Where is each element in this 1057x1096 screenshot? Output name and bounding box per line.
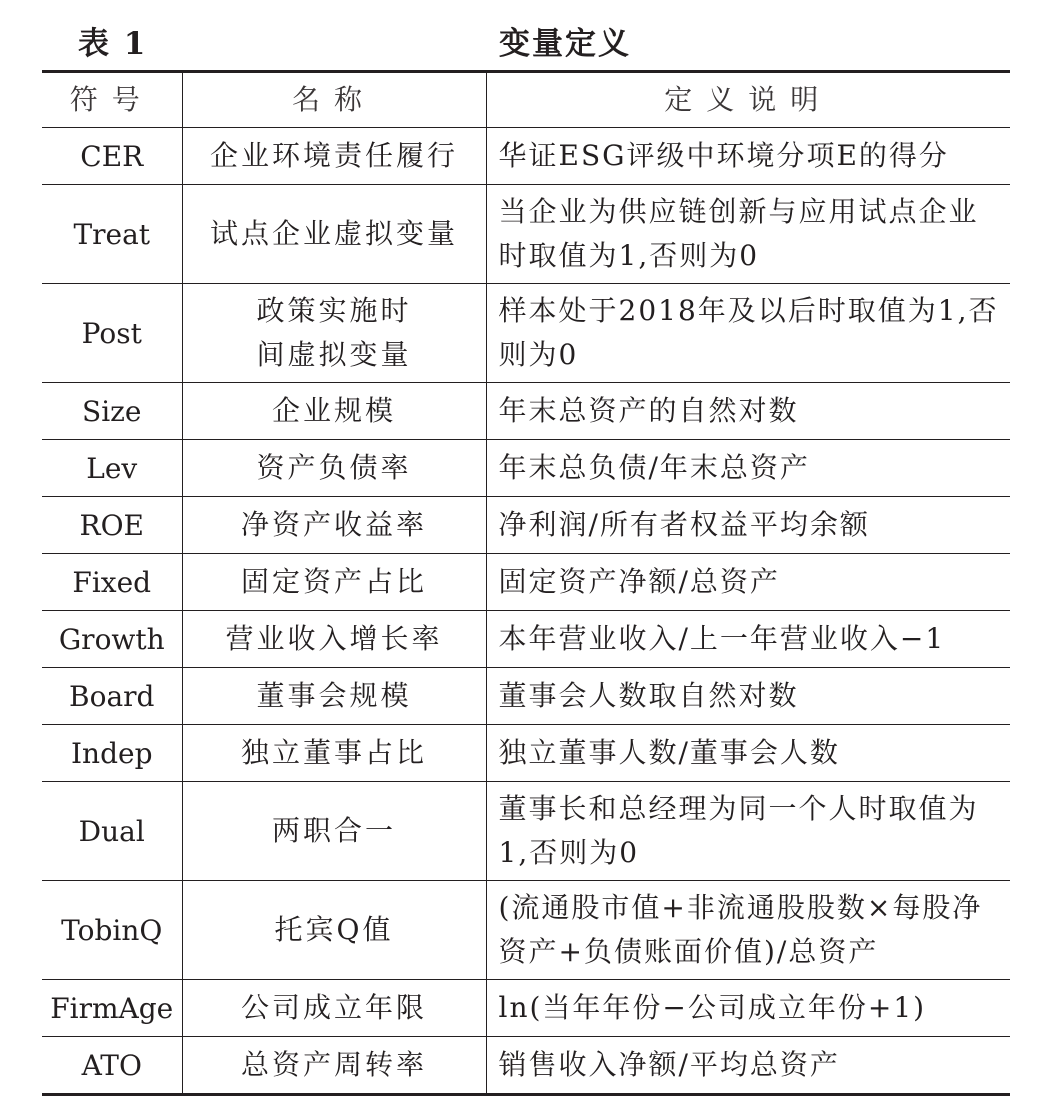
cell-name: 独立董事占比 — [182, 725, 486, 782]
cell-symbol: Growth — [42, 611, 182, 668]
cell-definition: 年末总资产的自然对数 — [486, 383, 1010, 440]
cell-definition: 董事长和总经理为同一个人时取值为1,否则为0 — [486, 782, 1010, 881]
cell-name: 两职合一 — [182, 782, 486, 881]
table-row — [42, 554, 1010, 611]
cell-definition: 年末总负债/年末总资产 — [486, 440, 1010, 497]
cell-name: 试点企业虚拟变量 — [182, 185, 486, 284]
table-row — [42, 185, 1010, 284]
cell-definition: 当企业为供应链创新与应用试点企业时取值为1,否则为0 — [486, 185, 1010, 284]
cell-name: 营业收入增长率 — [182, 611, 486, 668]
variable-definition-table — [42, 70, 1010, 1096]
cell-name: 公司成立年限 — [182, 980, 486, 1037]
cell-symbol: TobinQ — [42, 881, 182, 980]
cell-name: 总资产周转率 — [182, 1037, 486, 1095]
table-row — [42, 1037, 1010, 1095]
cell-symbol: FirmAge — [42, 980, 182, 1037]
cell-symbol: ATO — [42, 1037, 182, 1095]
cell-symbol: Board — [42, 668, 182, 725]
table-row — [42, 284, 1010, 383]
cell-symbol: Dual — [42, 782, 182, 881]
table-row — [42, 383, 1010, 440]
table-row — [42, 782, 1010, 881]
table-row — [42, 611, 1010, 668]
cell-name: 固定资产占比 — [182, 554, 486, 611]
cell-name: 净资产收益率 — [182, 497, 486, 554]
table-row — [42, 440, 1010, 497]
table-number: 表 1 — [78, 26, 148, 62]
cell-symbol: Fixed — [42, 554, 182, 611]
table-row — [42, 980, 1010, 1037]
table-row — [42, 668, 1010, 725]
cell-definition: 样本处于2018年及以后时取值为1,否则为0 — [486, 284, 1010, 383]
cell-name: 政策实施时间虚拟变量 — [182, 284, 486, 383]
table-row — [42, 128, 1010, 185]
column-header-name: 名称 — [182, 72, 486, 128]
cell-symbol: CER — [42, 128, 182, 185]
cell-definition: 董事会人数取自然对数 — [486, 668, 1010, 725]
cell-definition: 固定资产净额/总资产 — [486, 554, 1010, 611]
cell-name: 资产负债率 — [182, 440, 486, 497]
cell-definition: 华证ESG评级中环境分项E的得分 — [486, 128, 1010, 185]
cell-definition: 净利润/所有者权益平均余额 — [486, 497, 1010, 554]
cell-symbol: Treat — [42, 185, 182, 284]
cell-definition: 独立董事人数/董事会人数 — [486, 725, 1010, 782]
table-row — [42, 881, 1010, 980]
table-row — [42, 725, 1010, 782]
column-header-definition: 定义说明 — [486, 72, 1010, 128]
table-body — [42, 128, 1010, 1095]
cell-symbol: Indep — [42, 725, 182, 782]
cell-symbol: Size — [42, 383, 182, 440]
table-caption — [0, 14, 1057, 62]
table-row — [42, 497, 1010, 554]
table-title: 变量定义 — [499, 26, 631, 62]
cell-name: 托宾Q值 — [182, 881, 486, 980]
cell-definition: 销售收入净额/平均总资产 — [486, 1037, 1010, 1095]
column-header-symbol: 符号 — [42, 72, 182, 128]
cell-name: 企业规模 — [182, 383, 486, 440]
cell-symbol: Post — [42, 284, 182, 383]
cell-definition: 本年营业收入/上一年营业收入−1 — [486, 611, 1010, 668]
cell-name: 董事会规模 — [182, 668, 486, 725]
cell-symbol: Lev — [42, 440, 182, 497]
cell-symbol: ROE — [42, 497, 182, 554]
cell-definition: (流通股市值+非流通股股数×每股净资产+负债账面价值)/总资产 — [486, 881, 1010, 980]
cell-definition: ln(当年年份−公司成立年份+1) — [486, 980, 1010, 1037]
table-header — [42, 72, 1010, 128]
cell-name: 企业环境责任履行 — [182, 128, 486, 185]
